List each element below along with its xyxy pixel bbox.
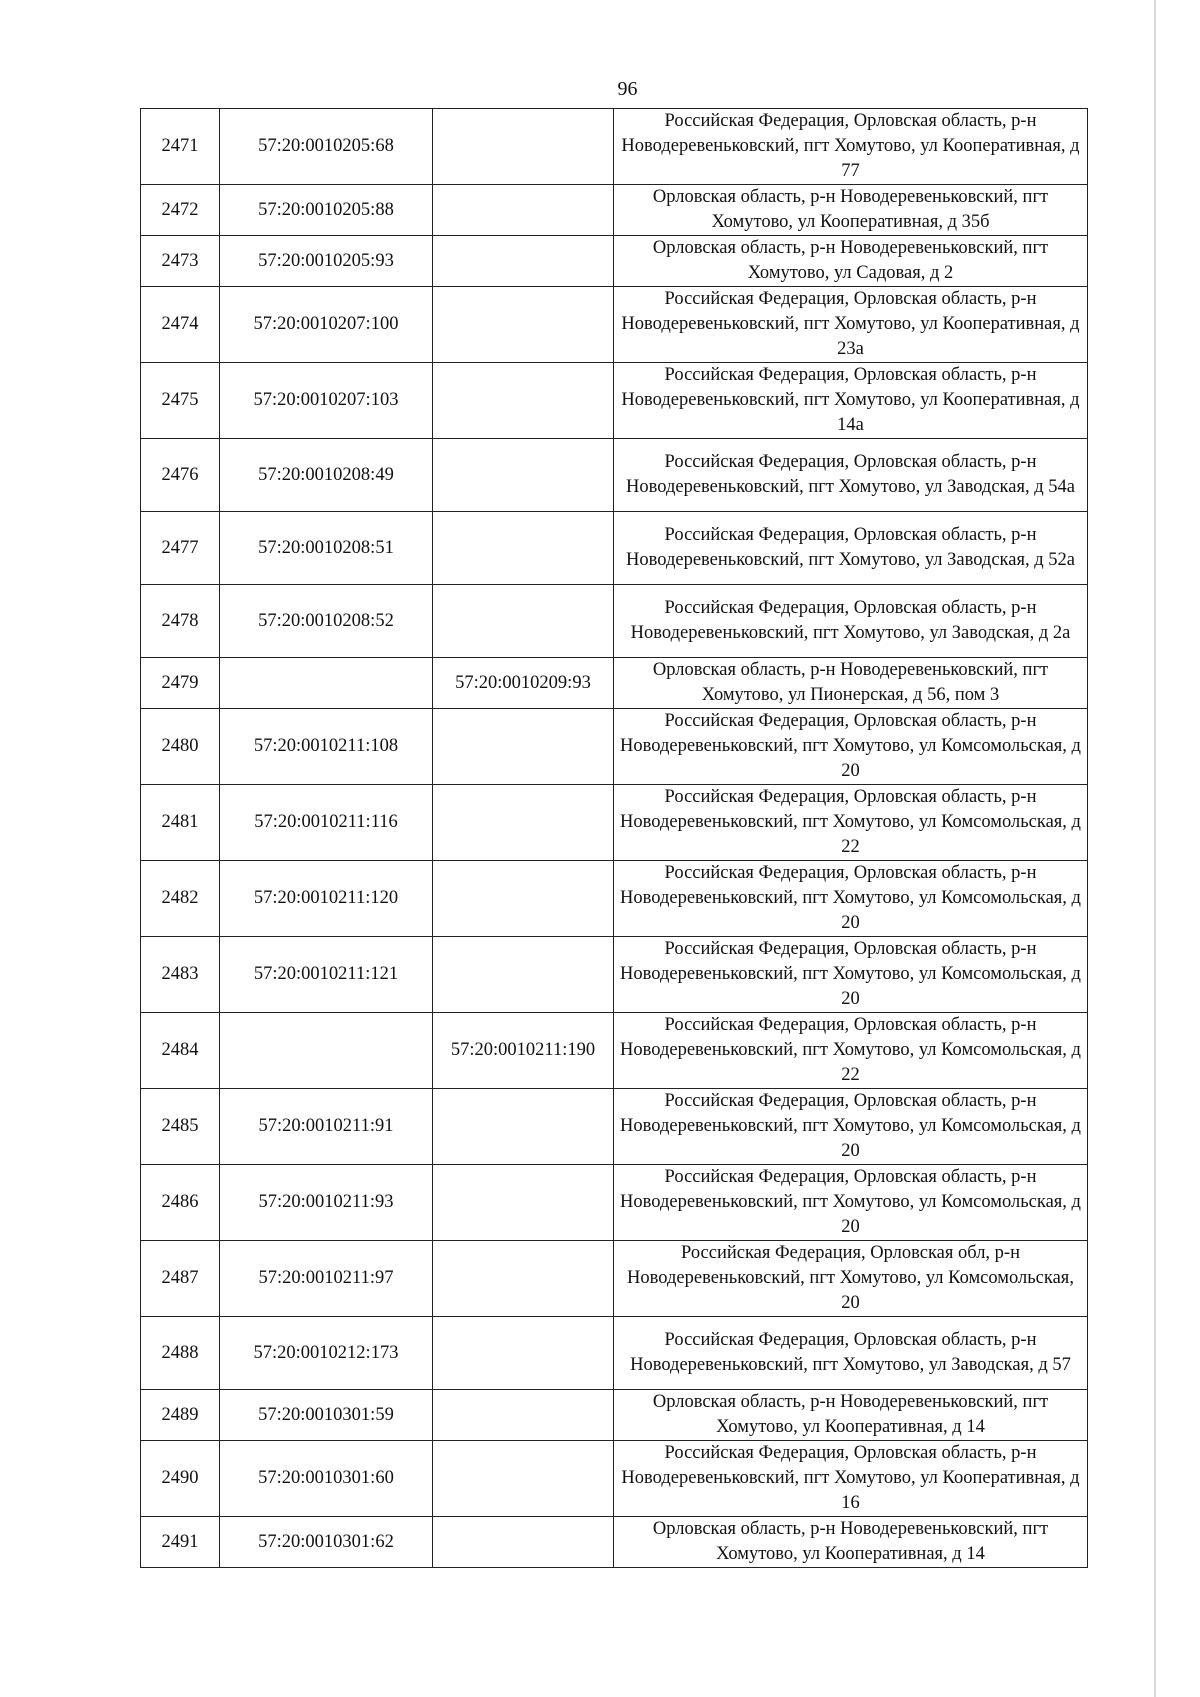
- table-row: [141, 512, 1088, 585]
- table-row: [141, 709, 1088, 785]
- cadastral-number-cell: 57:20:0010211:108: [220, 709, 433, 785]
- parent-cadastral-number-cell: [433, 585, 614, 658]
- row-number-cell: 2475: [141, 363, 220, 439]
- parent-cadastral-number-cell: [433, 1390, 614, 1441]
- row-number-cell: 2489: [141, 1390, 220, 1441]
- cadastral-number-cell: 57:20:0010301:59: [220, 1390, 433, 1441]
- row-number-cell: 2478: [141, 585, 220, 658]
- row-number-cell: 2482: [141, 861, 220, 937]
- parent-cadastral-number-cell: [433, 785, 614, 861]
- row-number-cell: 2480: [141, 709, 220, 785]
- cadastral-number-cell: 57:20:0010211:91: [220, 1089, 433, 1165]
- page-number: 96: [617, 78, 638, 100]
- address-cell: Российская Федерация, Орловская область, р-н Новодеревеньковский, пгт Хомутово, ул Кооперативная, д 16: [614, 1441, 1088, 1517]
- address-cell: Российская Федерация, Орловская область, р-н Новодеревеньковский, пгт Хомутово, ул Заводская, д 54а: [614, 439, 1088, 512]
- row-number-cell: 2488: [141, 1317, 220, 1390]
- cadastral-number-cell: 57:20:0010207:103: [220, 363, 433, 439]
- address-cell: Российская Федерация, Орловская область, р-н Новодеревеньковский, пгт Хомутово, ул Комсомольская, д 20: [614, 937, 1088, 1013]
- cadastral-number-cell: 57:20:0010212:173: [220, 1317, 433, 1390]
- cadastral-number-cell: 57:20:0010301:60: [220, 1441, 433, 1517]
- row-number-cell: 2481: [141, 785, 220, 861]
- cadastral-number-cell: 57:20:0010211:93: [220, 1165, 433, 1241]
- table-row: [141, 937, 1088, 1013]
- cadastral-number-cell: 57:20:0010208:51: [220, 512, 433, 585]
- cadastral-number-cell: [220, 658, 433, 709]
- address-cell: Российская Федерация, Орловская область, р-н Новодеревеньковский, пгт Хомутово, ул Комсомольская, д 20: [614, 709, 1088, 785]
- table-row: [141, 185, 1088, 236]
- address-cell: Российская Федерация, Орловская область, р-н Новодеревеньковский, пгт Хомутово, ул Заводская, д 2а: [614, 585, 1088, 658]
- parent-cadastral-number-cell: [433, 109, 614, 185]
- parent-cadastral-number-cell: [433, 1165, 614, 1241]
- parent-cadastral-number-cell: [433, 1089, 614, 1165]
- address-cell: Российская Федерация, Орловская область, р-н Новодеревеньковский, пгт Хомутово, ул Заводская, д 52а: [614, 512, 1088, 585]
- address-cell: Российская Федерация, Орловская область, р-н Новодеревеньковский, пгт Хомутово, ул Комсомольская, д 22: [614, 785, 1088, 861]
- parent-cadastral-number-cell: 57:20:0010211:190: [433, 1013, 614, 1089]
- cadastral-number-cell: 57:20:0010205:93: [220, 236, 433, 287]
- table-row: [141, 585, 1088, 658]
- row-number-cell: 2486: [141, 1165, 220, 1241]
- cadastral-number-cell: 57:20:0010211:116: [220, 785, 433, 861]
- parent-cadastral-number-cell: [433, 363, 614, 439]
- cadastral-number-cell: 57:20:0010211:97: [220, 1241, 433, 1317]
- row-number-cell: 2477: [141, 512, 220, 585]
- scan-edge-line: [1154, 0, 1156, 1697]
- parent-cadastral-number-cell: [433, 236, 614, 287]
- parent-cadastral-number-cell: 57:20:0010209:93: [433, 658, 614, 709]
- address-cell: Российская Федерация, Орловская область, р-н Новодеревеньковский, пгт Хомутово, ул Кооперативная, д 23а: [614, 287, 1088, 363]
- cadastral-number-cell: [220, 1013, 433, 1089]
- row-number-cell: 2479: [141, 658, 220, 709]
- address-cell: Российская Федерация, Орловская область, р-н Новодеревеньковский, пгт Хомутово, ул Кооперативная, д 14а: [614, 363, 1088, 439]
- table-row: [141, 861, 1088, 937]
- table-row: [141, 1013, 1088, 1089]
- cadastral-number-cell: 57:20:0010211:121: [220, 937, 433, 1013]
- parent-cadastral-number-cell: [433, 512, 614, 585]
- parent-cadastral-number-cell: [433, 1441, 614, 1517]
- parent-cadastral-number-cell: [433, 861, 614, 937]
- row-number-cell: 2491: [141, 1517, 220, 1568]
- address-cell: Российская Федерация, Орловская обл, р-н Новодеревеньковский, пгт Хомутово, ул Комсомольская, 20: [614, 1241, 1088, 1317]
- cadastral-number-cell: 57:20:0010211:120: [220, 861, 433, 937]
- row-number-cell: 2472: [141, 185, 220, 236]
- parent-cadastral-number-cell: [433, 1241, 614, 1317]
- registry-table-body: [141, 109, 1088, 1568]
- cadastral-number-cell: 57:20:0010301:62: [220, 1517, 433, 1568]
- table-row: [141, 1241, 1088, 1317]
- parent-cadastral-number-cell: [433, 287, 614, 363]
- row-number-cell: 2471: [141, 109, 220, 185]
- table-row: [141, 1441, 1088, 1517]
- parent-cadastral-number-cell: [433, 709, 614, 785]
- row-number-cell: 2490: [141, 1441, 220, 1517]
- table-row: [141, 439, 1088, 512]
- table-row: [141, 236, 1088, 287]
- table-row: [141, 1089, 1088, 1165]
- parent-cadastral-number-cell: [433, 937, 614, 1013]
- registry-table: [140, 108, 1088, 1568]
- row-number-cell: 2484: [141, 1013, 220, 1089]
- table-row: [141, 785, 1088, 861]
- table-row: [141, 109, 1088, 185]
- row-number-cell: 2485: [141, 1089, 220, 1165]
- cadastral-number-cell: 57:20:0010207:100: [220, 287, 433, 363]
- address-cell: Российская Федерация, Орловская область, р-н Новодеревеньковский, пгт Хомутово, ул Комсомольская, д 20: [614, 1089, 1088, 1165]
- row-number-cell: 2476: [141, 439, 220, 512]
- cadastral-number-cell: 57:20:0010205:88: [220, 185, 433, 236]
- row-number-cell: 2474: [141, 287, 220, 363]
- address-cell: Российская Федерация, Орловская область, р-н Новодеревеньковский, пгт Хомутово, ул Комсомольская, д 22: [614, 1013, 1088, 1089]
- address-cell: Орловская область, р-н Новодеревеньковский, пгт Хомутово, ул Кооперативная, д 35б: [614, 185, 1088, 236]
- address-cell: Орловская область, р-н Новодеревеньковский, пгт Хомутово, ул Пионерская, д 56, пом 3: [614, 658, 1088, 709]
- cadastral-number-cell: 57:20:0010208:52: [220, 585, 433, 658]
- table-row: [141, 1165, 1088, 1241]
- address-cell: Российская Федерация, Орловская область, р-н Новодеревеньковский, пгт Хомутово, ул Кооперативная, д 77: [614, 109, 1088, 185]
- table-row: [141, 658, 1088, 709]
- address-cell: Российская Федерация, Орловская область, р-н Новодеревеньковский, пгт Хомутово, ул Комсомольская, д 20: [614, 1165, 1088, 1241]
- address-cell: Орловская область, р-н Новодеревеньковский, пгт Хомутово, ул Кооперативная, д 14: [614, 1517, 1088, 1568]
- address-cell: Орловская область, р-н Новодеревеньковский, пгт Хомутово, ул Садовая, д 2: [614, 236, 1088, 287]
- parent-cadastral-number-cell: [433, 1317, 614, 1390]
- address-cell: Российская Федерация, Орловская область, р-н Новодеревеньковский, пгт Хомутово, ул Комсомольская, д 20: [614, 861, 1088, 937]
- row-number-cell: 2483: [141, 937, 220, 1013]
- table-row: [141, 287, 1088, 363]
- address-cell: Российская Федерация, Орловская область, р-н Новодеревеньковский, пгт Хомутово, ул Заводская, д 57: [614, 1317, 1088, 1390]
- parent-cadastral-number-cell: [433, 439, 614, 512]
- table-row: [141, 1317, 1088, 1390]
- table-row: [141, 363, 1088, 439]
- parent-cadastral-number-cell: [433, 1517, 614, 1568]
- cadastral-number-cell: 57:20:0010205:68: [220, 109, 433, 185]
- row-number-cell: 2473: [141, 236, 220, 287]
- table-row: [141, 1517, 1088, 1568]
- address-cell: Орловская область, р-н Новодеревеньковский, пгт Хомутово, ул Кооперативная, д 14: [614, 1390, 1088, 1441]
- table-row: [141, 1390, 1088, 1441]
- row-number-cell: 2487: [141, 1241, 220, 1317]
- parent-cadastral-number-cell: [433, 185, 614, 236]
- cadastral-number-cell: 57:20:0010208:49: [220, 439, 433, 512]
